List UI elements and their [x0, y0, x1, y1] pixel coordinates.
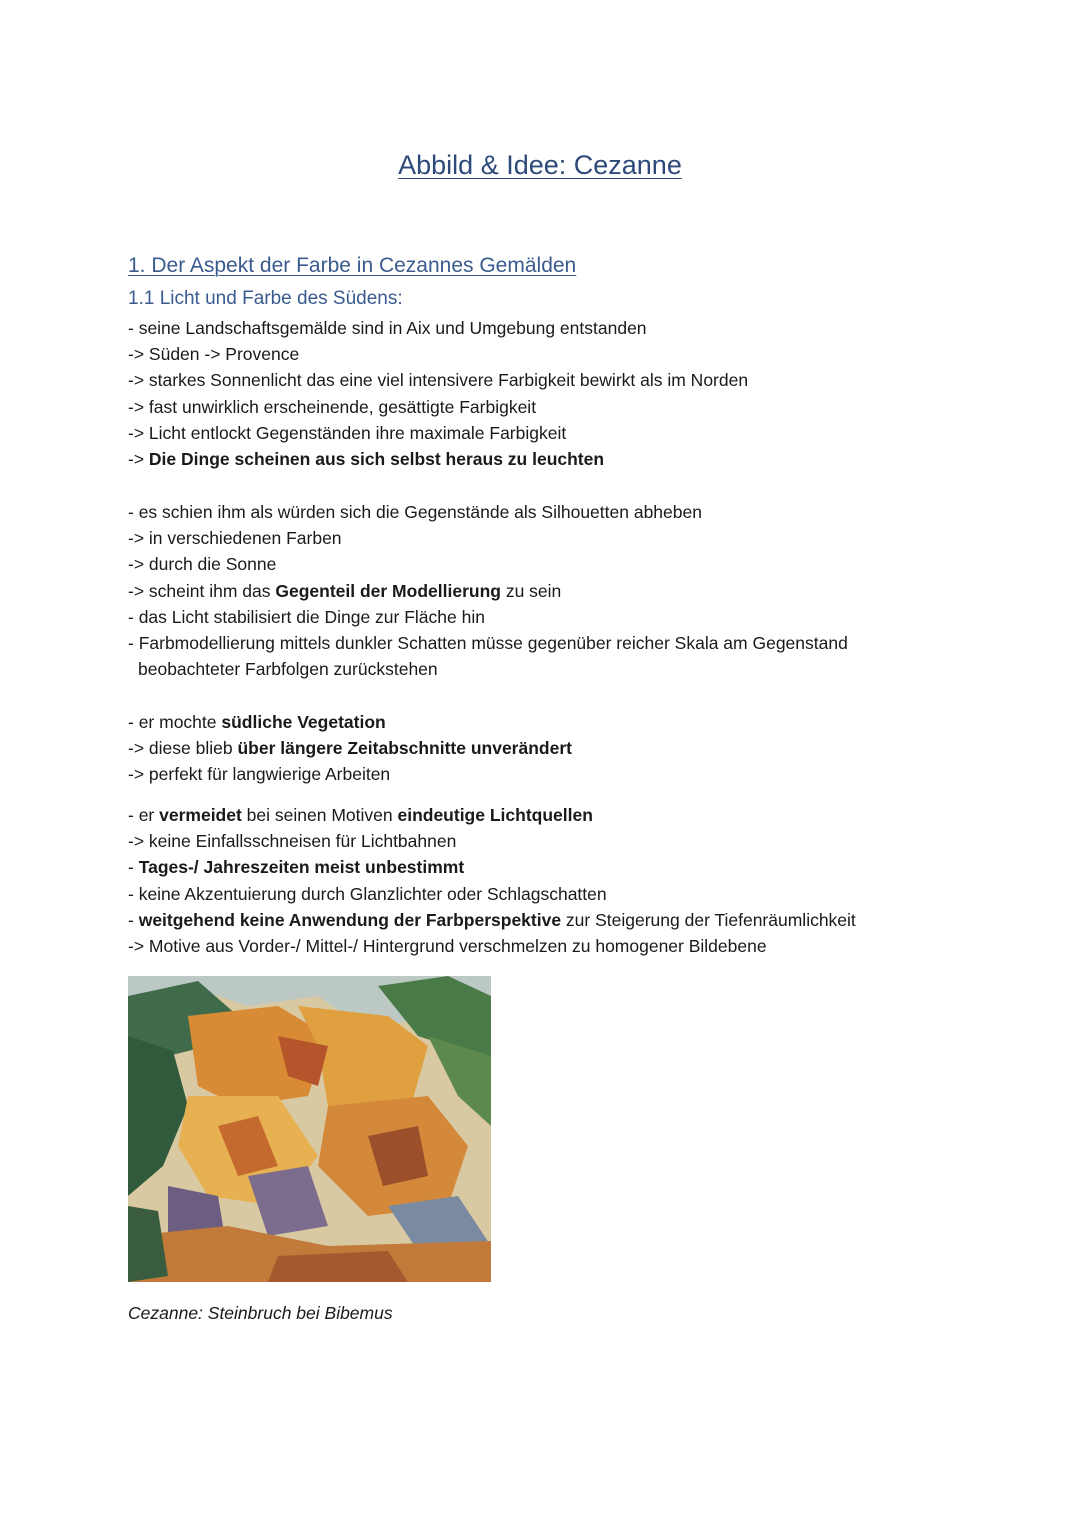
note-text: - es schien ihm als würden sich die Gegenstände als Silhouetten abheben [128, 502, 702, 522]
note-text: -> Licht entlockt Gegenständen ihre maximale Farbigkeit [128, 422, 567, 443]
note-line [128, 446, 928, 472]
note-text: zu sein [500, 580, 562, 601]
note-line [128, 604, 928, 630]
note-text: - keine Akzentuierung durch Glanzlichter oder Schlagschatten [128, 883, 607, 904]
note-line [128, 525, 928, 551]
note-line [128, 881, 928, 907]
note-bold-text: südliche Vegetation [221, 712, 386, 732]
note-line [128, 802, 928, 828]
note-text: - er mochte [128, 712, 222, 732]
note-text: -> perfekt für langwierige Arbeiten [128, 764, 391, 785]
note-text: bei seinen Motiven [241, 805, 398, 825]
note-line [128, 828, 928, 854]
note-text: -> Süden -> Provence [128, 344, 300, 365]
note-bold-text: über längere Zeitabschnitte unverändert [237, 738, 572, 759]
note-line [128, 578, 928, 604]
note-text: - Farbmodellierung mittels dunkler Schatten müsse gegenüber reicher Skala am Gegenstand [128, 633, 848, 654]
note-text: - seine Landschaftsgemälde sind in Aix und Umgebung entstanden [128, 318, 647, 338]
section-heading: 1. Der Aspekt der Farbe in Cezannes Gemälden [128, 254, 577, 277]
note-line [128, 656, 928, 682]
note-line [128, 394, 928, 420]
note-text: - er [128, 805, 160, 825]
note-line [128, 630, 928, 656]
note-text: -> diese blieb [128, 738, 238, 759]
notes-block-silhouettes [128, 499, 928, 682]
page-title: Abbild & Idee: Cezanne [398, 150, 682, 180]
note-text: - [128, 857, 139, 878]
note-bold-text: weitgehend keine Anwendung der Farbperspektive [138, 909, 562, 930]
note-text: -> fast unwirklich erscheinende, gesättigte Farbigkeit [128, 396, 537, 417]
note-text: zur Steigerung der Tiefenräumlichkeit [561, 909, 856, 930]
note-line [128, 735, 928, 761]
note-line [128, 854, 928, 880]
note-text: - das Licht stabilisiert die Dinge zur Fläche hin [128, 606, 485, 627]
note-line [128, 499, 928, 525]
note-text: - [128, 909, 139, 930]
note-line [128, 341, 928, 367]
note-text: beobachteter Farbfolgen zurückstehen [138, 659, 438, 680]
note-line [128, 907, 928, 933]
notes-block-light-south [128, 315, 928, 472]
image-caption: Cezanne: Steinbruch bei Bibemus [128, 1303, 393, 1323]
note-bold-text: vermeidet [159, 805, 242, 825]
note-line [128, 933, 928, 959]
note-bold-text: Die Dinge scheinen aus sich selbst heraus zu leuchten [148, 449, 605, 470]
painting-image-steinbruch-bibemus [128, 976, 491, 1282]
note-bold-text: Gegenteil der Modellierung [275, 580, 501, 601]
notes-block-vegetation [128, 709, 928, 788]
note-line [128, 761, 928, 787]
notes-block-light-sources [128, 802, 928, 959]
note-text: -> scheint ihm das [128, 580, 276, 601]
note-text: -> keine Einfallsschneisen für Lichtbahnen [128, 831, 457, 852]
note-bold-text: eindeutige Lichtquellen [397, 805, 593, 825]
note-text: -> durch die Sonne [128, 554, 277, 575]
note-line [128, 367, 928, 393]
note-line [128, 315, 928, 341]
note-text: -> [128, 449, 149, 470]
note-text: -> in verschiedenen Farben [128, 528, 342, 549]
note-line [128, 551, 928, 577]
note-line [128, 709, 928, 735]
note-bold-text: Tages-/ Jahreszeiten meist unbestimmt [138, 857, 465, 878]
subsection-heading: 1.1 Licht und Farbe des Südens: [128, 288, 403, 309]
note-text: -> Motive aus Vorder-/ Mittel-/ Hintergrund verschmelzen zu homogener Bildebene [128, 936, 767, 957]
note-text: -> starkes Sonnenlicht das eine viel intensivere Farbigkeit bewirkt als im Norden [128, 370, 749, 391]
note-line [128, 420, 928, 446]
